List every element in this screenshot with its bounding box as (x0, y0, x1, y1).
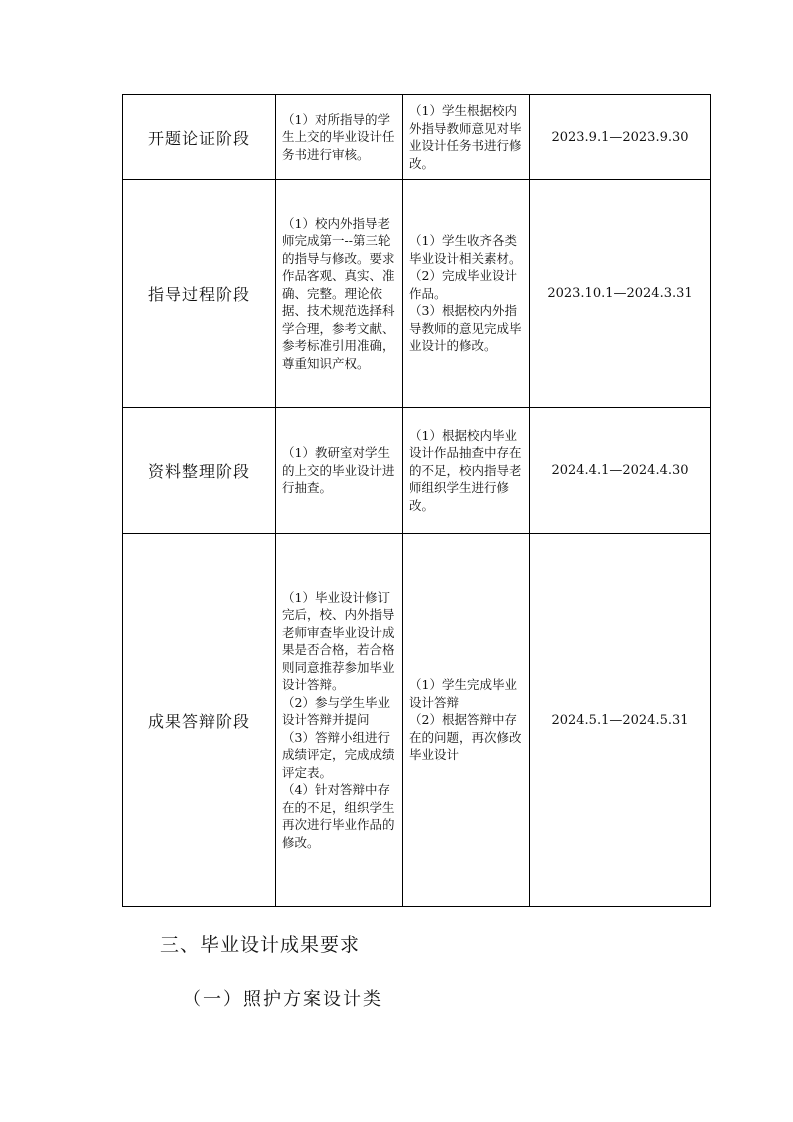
teacher-task-item: （2）参与学生毕业设计答辩并提问 (282, 694, 390, 728)
stage-cell: 成果答辩阶段 (123, 534, 276, 907)
date-cell: 2023.9.1—2023.9.30 (530, 95, 711, 180)
student-task-cell (403, 95, 530, 180)
teacher-task-cell (276, 180, 403, 408)
section-heading: 三、毕业设计成果要求 (160, 934, 361, 956)
teacher-task-cell (276, 534, 403, 907)
student-task-item: （2）根据答辩中存在的问题，再次修改毕业设计 (409, 712, 522, 763)
date-cell: 2024.4.1—2024.4.30 (530, 408, 711, 534)
teacher-task-item: （4）针对答辩中存在的不足，组织学生再次进行毕业作品的修改。 (282, 782, 395, 850)
student-task-cell (403, 534, 530, 907)
teacher-task-item: （1）对所指导的学生上交的毕业设计任务书进行审核。 (282, 111, 395, 162)
date-cell: 2023.10.1—2024.3.31 (530, 180, 711, 408)
stage-cell: 开题论证阶段 (123, 95, 276, 180)
table-row (123, 95, 711, 180)
student-task-item: （1）根据校内毕业设计作品抽查中存在的不足，校内指导老师组织学生进行修改。 (409, 427, 522, 513)
student-task-item: （2）完成毕业设计作品。 (409, 268, 517, 301)
table-row (123, 534, 711, 907)
student-task-item: （1）学生收齐各类毕业设计相关素材。 (409, 233, 522, 266)
student-task-item: （1）学生完成毕业设计答辩 (409, 677, 517, 710)
teacher-task-cell (276, 408, 403, 534)
stage-cell: 指导过程阶段 (123, 180, 276, 408)
teacher-task-cell (276, 95, 403, 180)
schedule-table (122, 94, 711, 907)
student-task-item: （1）学生根据校内外指导教师意见对毕业设计任务书进行修改。 (409, 103, 522, 171)
teacher-task-item: （1）校内外指导老师完成第一--第三轮的指导与修改。要求作品客观、真实、准确、完整。理论依据、技术规范选择科学合理，参考文献、参考标准引用准确，尊重知识产权。 (282, 215, 395, 371)
student-task-item: （3）根据校内外指导教师的意见完成毕业设计的修改。 (409, 303, 522, 354)
table-row (123, 180, 711, 408)
subsection-heading: （一）照护方案设计类 (183, 989, 383, 1010)
date-cell: 2024.5.1—2024.5.31 (530, 534, 711, 907)
teacher-task-item: （1）毕业设计修订完后，校、内外指导老师审查毕业设计成果是否合格，若合格则同意推荐参加毕业设计答辩。 (282, 589, 395, 693)
teacher-task-item: （3）答辩小组进行成绩评定，完成成绩评定表。 (282, 729, 395, 780)
student-task-cell (403, 408, 530, 534)
student-task-cell (403, 180, 530, 408)
table-row (123, 408, 711, 534)
teacher-task-item: （1）教研室对学生的上交的毕业设计进行抽查。 (282, 445, 395, 496)
stage-cell: 资料整理阶段 (123, 408, 276, 534)
